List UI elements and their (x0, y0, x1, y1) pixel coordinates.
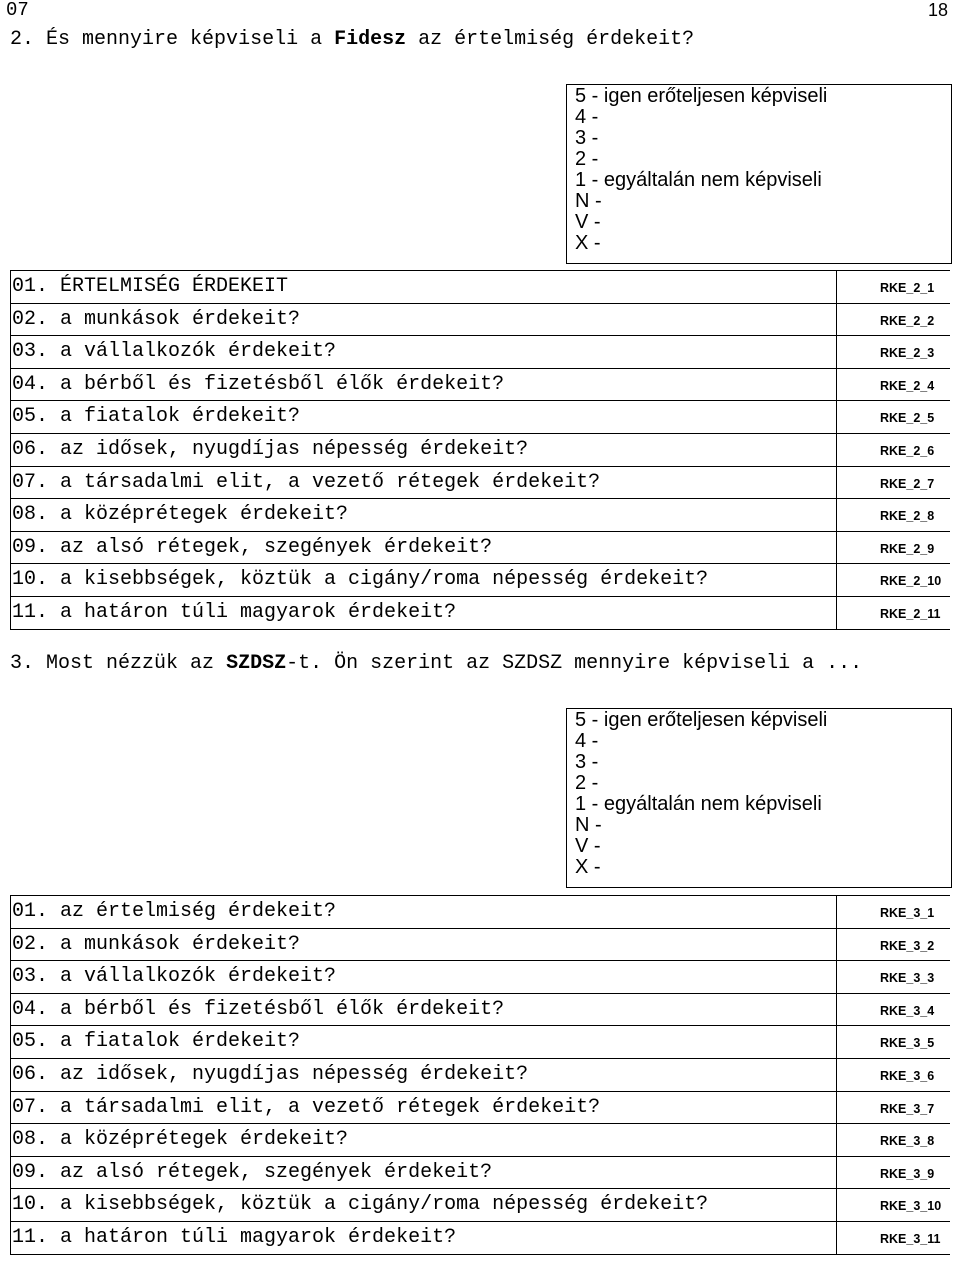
table-row-label: 04. a bérből és fizetésből élők érdekeit? (12, 372, 505, 396)
row-divider (10, 1091, 950, 1092)
row-divider (10, 1188, 950, 1189)
row-divider (10, 270, 950, 271)
row-divider (10, 563, 950, 564)
scale-option: 4 - (575, 730, 599, 752)
variable-code: RKE_3_2 (880, 938, 935, 953)
row-divider (10, 960, 950, 961)
table-row-label: 01. ÉRTELMISÉG ÉRDEKEIT (12, 275, 289, 298)
table-bottom-border (10, 629, 950, 630)
table-row-label: 11. a határon túli magyarok érdekeit? (12, 1226, 457, 1249)
code-column-border (836, 895, 837, 1254)
table-row-label: 07. a társadalmi elit, a vezető rétegek érdekeit? (12, 1095, 601, 1119)
table-left-border (10, 270, 11, 629)
row-divider (10, 400, 950, 401)
party-name: Fidesz (334, 28, 407, 51)
table-row-label: 10. a kisebbségek, köztük a cigány/roma népesség érdekeit? (12, 1193, 709, 1217)
row-divider (10, 1123, 950, 1124)
variable-code: RKE_3_11 (880, 1232, 941, 1246)
table-row-label: 01. az értelmiség érdekeit? (12, 900, 337, 923)
table-row-label: 05. a fiatalok érdekeit? (12, 1030, 301, 1054)
table-row-label: 11. a határon túli magyarok érdekeit? (12, 601, 457, 624)
row-divider (10, 531, 950, 532)
scale-option: X - (575, 232, 601, 254)
scale-option: N - (575, 814, 602, 836)
scale-option: V - (575, 211, 601, 233)
table-row-label: 03. a vállalkozók érdekeit? (12, 340, 337, 364)
row-divider (10, 596, 950, 597)
answer-scale-box (566, 708, 952, 888)
question-text-end: az értelmiség érdekeit? (406, 28, 695, 51)
question-2-heading (10, 28, 694, 52)
table-row-label: 06. az idősek, nyugdíjas népesség érdekeit? (12, 1063, 529, 1086)
scale-option: 2 - (575, 148, 599, 170)
table-bottom-border (10, 1254, 950, 1255)
variable-code: RKE_2_7 (880, 476, 935, 491)
row-divider (10, 1025, 950, 1026)
table-row-label: 08. a középrétegek érdekeit? (12, 1128, 349, 1152)
row-divider (10, 498, 950, 499)
scale-option: N - (575, 190, 602, 212)
variable-code: RKE_2_4 (880, 378, 935, 393)
table-row-label: 04. a bérből és fizetésből élők érdekeit? (12, 997, 505, 1021)
table-row-label: 03. a vállalkozók érdekeit? (12, 965, 337, 989)
party-name: SZDSZ (226, 652, 287, 675)
scale-option: 2 - (575, 772, 599, 794)
table-row-label: 08. a középrétegek érdekeit? (12, 503, 349, 527)
variable-code: RKE_3_7 (880, 1101, 935, 1116)
page-prefix-number: 07 (6, 0, 29, 21)
variable-code: RKE_3_9 (880, 1166, 935, 1181)
table-row-label: 02. a munkások érdekeit? (12, 307, 301, 331)
variable-code: RKE_2_11 (880, 607, 941, 621)
variable-code: RKE_3_6 (880, 1069, 935, 1083)
variable-code: RKE_3_3 (880, 971, 935, 986)
variable-code: RKE_2_6 (880, 444, 935, 458)
variable-code: RKE_2_5 (880, 411, 935, 426)
page-number: 18 (928, 0, 949, 20)
variable-code: RKE_3_10 (880, 1199, 942, 1214)
row-divider (10, 895, 950, 896)
question-text-end: -t. Ön szerint az SZDSZ mennyire képviseli a ... (286, 652, 863, 675)
question-3-heading (10, 652, 862, 676)
scale-option: 3 - (575, 127, 599, 149)
variable-code: RKE_2_9 (880, 541, 935, 556)
table-row-label: 02. a munkások érdekeit? (12, 932, 301, 956)
row-divider (10, 1058, 950, 1059)
scale-option: X - (575, 856, 601, 878)
variable-code: RKE_2_8 (880, 509, 935, 524)
scale-option: 1 - egyáltalán nem képviseli (575, 793, 822, 815)
scale-option: V - (575, 835, 601, 857)
question-number: 2. (10, 28, 35, 51)
answer-scale-box (566, 84, 952, 264)
scale-option: 3 - (575, 751, 599, 773)
scale-option: 5 - igen erőteljesen képviseli (575, 709, 828, 731)
table-row-label: 09. az alsó rétegek, szegények érdekeit? (12, 1160, 493, 1184)
table-row-label: 09. az alsó rétegek, szegények érdekeit? (12, 535, 493, 559)
table-left-border (10, 895, 11, 1254)
variable-code: RKE_2_3 (880, 346, 935, 361)
scale-option: 4 - (575, 106, 599, 128)
table-row-label: 10. a kisebbségek, köztük a cigány/roma népesség érdekeit? (12, 568, 709, 592)
table-row-label: 06. az idősek, nyugdíjas népesség érdekeit? (12, 438, 529, 461)
variable-code: RKE_2_10 (880, 574, 942, 589)
table-row-label: 07. a társadalmi elit, a vezető rétegek érdekeit? (12, 470, 601, 494)
row-divider (10, 928, 950, 929)
scale-option: 1 - egyáltalán nem képviseli (575, 169, 822, 191)
variable-code: RKE_2_1 (880, 281, 935, 295)
variable-code: RKE_3_4 (880, 1003, 935, 1018)
variable-code: RKE_2_2 (880, 313, 935, 328)
row-divider (10, 993, 950, 994)
row-divider (10, 335, 950, 336)
row-divider (10, 303, 950, 304)
question-text: És mennyire képviseli a (46, 28, 335, 51)
scale-option: 5 - igen erőteljesen képviseli (575, 85, 828, 107)
question-number: 3. (10, 652, 35, 675)
variable-code: RKE_3_1 (880, 906, 935, 920)
row-divider (10, 433, 950, 434)
table-row-label: 05. a fiatalok érdekeit? (12, 405, 301, 429)
code-column-border (836, 270, 837, 629)
row-divider (10, 1156, 950, 1157)
row-divider (10, 466, 950, 467)
variable-code: RKE_3_5 (880, 1036, 935, 1051)
variable-code: RKE_3_8 (880, 1134, 935, 1149)
row-divider (10, 1221, 950, 1222)
row-divider (10, 368, 950, 369)
question-text: Most nézzük az (46, 652, 227, 675)
